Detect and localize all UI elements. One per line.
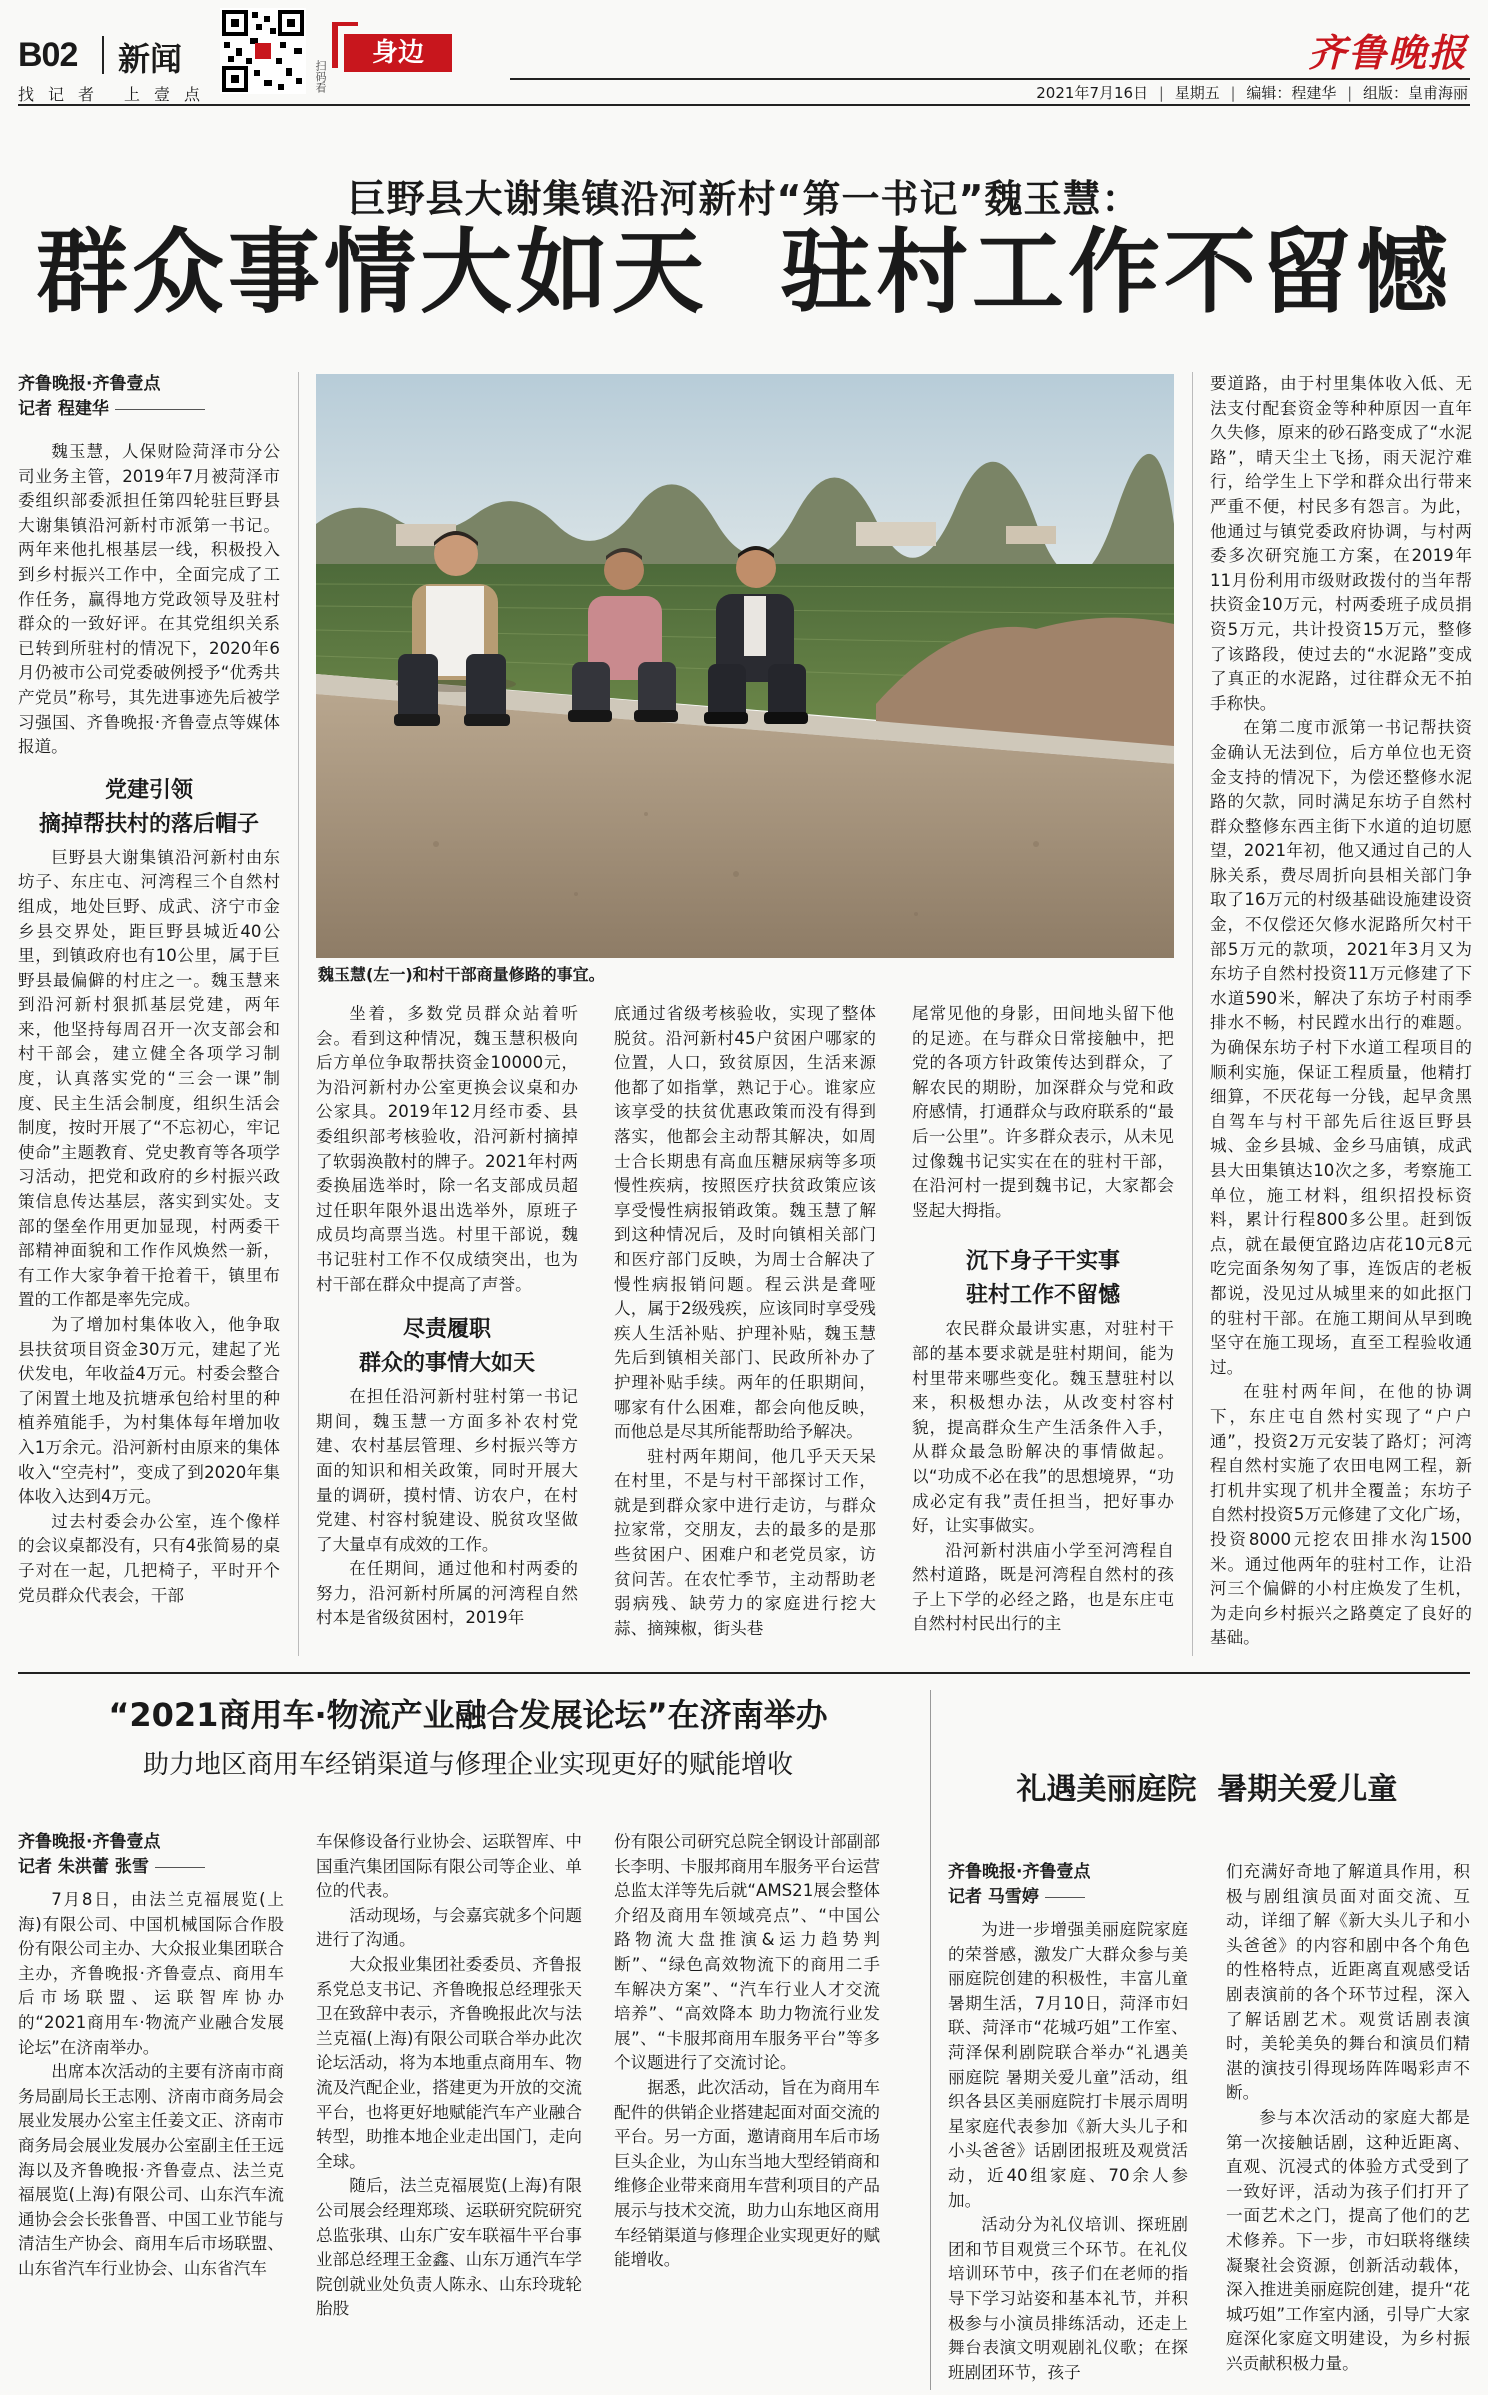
paragraph: 车保修设备行业协会、运联智库、中国重汽集团国际有限公司等企业、单位的代表。: [316, 1832, 582, 1901]
forum-column-1: [18, 1888, 284, 2282]
qr-code-icon[interactable]: [220, 8, 306, 94]
main-headline: 群众事情大如天 驻村工作不留憾: [35, 219, 1453, 326]
main-column-3: [614, 1002, 876, 1641]
paragraph: 要道路，由于村里集体收入低、无法支付配套资金等种种原因一直年久失修，原来的砂石路变成了“水泥路”，晴天尘土飞扬，雨天泥泞难行，给学生上下学和群众出行带来严重不便，村民多有怨言。为此，他通过与镇党委政府协调，与村两委多次研究施工方案，在2019年11月份利用市级财政拨付的当年帮扶资金10万元，村两委班子成员捐资5万元，共计投资15万元，整修了该路段，使过去的“水泥路”变成了真正的水泥路，过往群众无不拍手称快。: [1210, 374, 1472, 713]
paragraph: 7月8日，由法兰克福展览(上海)有限公司、中国机械国际合作股份有限公司主办、大众报业集团联合主办，齐鲁晚报·齐鲁壹点、商用车后市场联盟、运联智库协办的“2021商用车·物流产业融合发展论坛”在济南举办。: [18, 1890, 284, 2057]
paragraph: 活动现场，与会嘉宾就多个问题进行了沟通。: [316, 1905, 582, 1950]
garden-column-2: [1226, 1860, 1470, 2376]
column-tag: [332, 22, 490, 72]
subhead-line: 沉下身子干实事: [965, 1249, 1120, 1275]
paragraph: 大众报业集团社委委员、齐鲁报系党总支书记、齐鲁晚报总经理张天卫在致辞中表示，齐鲁晚报此次与法兰克福(上海)有限公司联合举办此次论坛活动，将为本地重点商用车、物流及汽配企业，搭建更为开放的交流平台，也将更好地赋能汽车产业融合转型，助推本地企业走出国门，走向全球。: [316, 1954, 582, 2171]
news-photo: [316, 374, 1174, 958]
main-column-5: [1210, 372, 1472, 1651]
paragraph: 为了增加村集体收入，他争取县扶贫项目资金30万元，建起了光伏发电，年收益4万元。村委会整合了闲置土地及抗塘承包给村里的种植养殖能手，为村集体每年增加收入1万余元。沿河新村由原来的集体收入“空壳村”，变成了到2020年集体收入达到4万元。: [18, 1315, 280, 1507]
section-name: 新闻: [118, 40, 183, 78]
main-column-2: [316, 1002, 578, 1631]
paragraph: 在任期间，通过他和村两委的努力，沿河新村所属的河湾程自然村本是省级贫困村，2019年: [316, 1559, 578, 1628]
slogan-right: 上壹点: [124, 85, 215, 104]
paragraph: 驻村两年期间，他几乎天天呆在村里，不是与村干部探讨工作，就是到群众家中进行走访，与群众拉家常，交朋友，去的最多的是那些贫困户、困难户和老党员家，访贫问苦。在农忙季节，主动帮助老弱病残、缺劳力的家庭进行挖大蒜、摘辣椒，街头巷: [614, 1446, 876, 1638]
paragraph: 农民群众最讲实惠，对驻村干部的基本要求就是驻村期间，能为村里带来哪些变化。魏玉慧驻村以来，积极想办法，从改变村容村貌，提高群众生产生活条件入手，从群众最急盼解决的事情做起。以“功成不必在我”的思想境界，“功成必定有我”责任担当，把好事办好，让实事做实。: [912, 1319, 1174, 1536]
designer-credit: 组版：皇甫海丽: [1362, 84, 1468, 102]
paragraph: 为进一步增强美丽庭院家庭的荣誉感，激发广大群众参与美丽庭院创建的积极性，丰富儿童暑期生活，7月10日，菏泽市妇联、菏泽市“花城巧姐”工作室、菏泽保利剧院联合举办“礼遇美丽庭院 暑期关爱儿童”活动，组织各县区美丽庭院打卡展示周明星家庭代表参加《新大头儿子和小头爸爸》话剧团报班及观赏活动，近40组家庭、70余人参加。: [948, 1920, 1188, 2210]
paragraph: 过去村委会办公室，连个像样的会议桌都没有，只有4张简易的桌子对在一起，几把椅子，平时开个党员群众代表会，干部: [18, 1511, 280, 1605]
paragraph: 据悉，此次活动，旨在为商用车配件的供销企业搭建起面对面交流的平台。另一方面，邀请商用车后市场巨头企业，为山东当地大型经销商和维修企业带来商用车营利项目的产品展示与技术交流，助力山东地区商用车经销渠道与修理企业实现更好的赋能增收。: [614, 2077, 880, 2270]
column-tag-box: [344, 34, 452, 72]
paragraph: 出席本次活动的主要有济南市商务局副局长王志刚、济南市商务局会展业发展办公室主任姜文正、济南市商务局会展业发展办公室副主任王远海以及齐鲁晚报·齐鲁壹点、法兰克福展览(上海)有限公司、山东汽车流通协会会长张鲁晋、中国工业节能与清洁生产协会、商用车后市场联盟、山东省汽车行业协会、山东省汽车: [18, 2062, 284, 2278]
date-line: 2021年7月16日 | 星期五 | 编辑：程建华 | 组版：皇甫海丽: [1036, 84, 1468, 102]
paragraph: 随后，法兰克福展览(上海)有限公司展会经理郑琰、运联研究院研究总监张琪、山东广安车联福牛平台事业部总经理王金鑫、山东万通汽车学院创就业处负责人陈永、山东玲珑轮胎股: [316, 2176, 582, 2319]
garden-reporter: 记者 马雪婷: [948, 1887, 1039, 1907]
subhead-line: 驻村工作不留憾: [965, 1283, 1120, 1309]
paragraph: 份有限公司研究总院全钢设计部副部长李明、卡服邦商用车服务平台运营总监太洋等先后就“AMS21展会整体介绍及商用车领域亮点”、“中国公路物流大盘推演&运力趋势判断”、“绿色高效物流下的商用二手车解决方案”、“汽车行业人才交流培养”、“高效降本 助力物流行业发展”、“卡服邦商用车服务平台”等多个议题进行了交流讨论。: [614, 1832, 880, 2073]
subhead-line: 摘掉帮扶村的落后帽子: [38, 811, 259, 837]
main-reporter: 记者 程建华: [18, 399, 109, 419]
garden-column-1: [948, 1918, 1188, 2385]
paragraph: 参与本次活动的家庭大都是第一次接触话剧，这种近距离、直观、沉浸式的体验方式受到了一致好评，活动为孩子们打开了一面艺术之门，提高了他们的艺术修养。下一步，市妇联将继续凝聚社会资源，创新活动载体，深入推进美丽庭院创建，提升“花城巧姐”工作室内涵，引导广大家庭深化家庭文明建设，为乡村振兴贡献积极力量。: [1226, 2107, 1470, 2373]
paragraph: 们充满好奇地了解道具作用，积极与剧组演员面对面交流、互动，详细了解《新大头儿子和小头爸爸》的内容和剧中各个角色的性格特点，近距离直观感受话剧表演前的各个环节过程，深入了解话剧艺术。观赏话剧表演时，美轮美奂的舞台和演员们精湛的演技引得现场阵阵喝彩声不断。: [1226, 1862, 1470, 2103]
main-column-1: [18, 440, 280, 1608]
paragraph: 沿河新村洪庙小学至河湾程自然村道路，既是河湾程自然村的孩子上下学的必经之路，也是东庄屯自然村村民出行的主: [912, 1540, 1174, 1634]
paragraph: 魏玉慧，人保财险菏泽市分公司业务主管，2019年7月被菏泽市委组织部委派担任第四轮驻巨野县大谢集镇沿河新村市派第一书记。两年来他扎根基层一线，积极投入到乡村振兴工作中，全面完成了工作任务，赢得地方党政领导及驻村群众的一致好评。在其党组织关系已转到所驻村的情况下，2020年6月仍被市公司党委破例授予“优秀共产党员”称号，其先进事迹先后被学习强国、齐鲁晚报·齐鲁壹点等媒体报道。: [18, 442, 280, 757]
garden-headline: 礼遇美丽庭院 暑期关爱儿童: [1016, 1772, 1398, 1807]
subhead-line: 党建引领: [104, 777, 193, 803]
main-byline: [18, 372, 298, 422]
issue-date: 2021年7月16日: [1036, 84, 1149, 102]
paragraph: 在驻村两年间，在他的协调下，东庄屯自然村实现了“户户通”，投资2万元安装了路灯；河湾程自然村实施了农田电网工程，新打机井实现了机井全覆盖；东坊子自然村投资5万元修建了文化广场，投资8000元挖农田排水沟1500米。通过他两年的驻村工作，让沿河三个偏僻的小村庄焕发了生机，为走向乡村振兴之路奠定了良好的基础。: [1210, 1382, 1472, 1648]
main-kicker: 巨野县大谢集镇沿河新村“第一书记”魏玉慧：: [347, 177, 1141, 221]
qr-caption: 扫码看: [314, 60, 327, 93]
paragraph: 活动分为礼仪培训、探班剧团和节目观赏三个环节。在礼仪培训环节中，孩子们在老师的指导下学习站姿和基本礼节，并积极参与小演员排练活动，还走上舞台表演文明观剧礼仪歌；在探班剧团环节，孩子: [948, 2215, 1188, 2382]
paragraph: 在担任沿河新村驻村第一书记期间，魏玉慧一方面多补农村党建、农村基层管理、乡村振兴等方面的知识和相关政策，同时开展大量的调研，摸村情、访农户，在村党建、村容村貌建设、脱贫攻坚做了大量卓有成效的工作。: [316, 1387, 578, 1554]
subhead-line: 尽责履职: [402, 1317, 491, 1343]
forum-source: 齐鲁晚报·齐鲁壹点: [18, 1832, 161, 1852]
garden-source: 齐鲁晚报·齐鲁壹点: [948, 1862, 1091, 1882]
forum-byline: [18, 1830, 298, 1880]
issue-weekday: 星期五: [1174, 84, 1220, 102]
forum-headline: “2021商用车·物流产业融合发展论坛”在济南举办: [108, 1696, 828, 1734]
page-number: B02: [18, 36, 78, 74]
garden-byline: [948, 1860, 1168, 1910]
photo-caption: 魏玉慧(左一)和村干部商量修路的事宜。: [318, 965, 605, 984]
main-column-4: [912, 1002, 1174, 1637]
paragraph: 坐着，多数党员群众站着听会。看到这种情况，魏玉慧积极向后方单位争取帮扶资金10000元，为沿河新村办公室更换会议桌和办公家具。2019年12月经市委、县委组织部考核验收，沿河新村摘掉了软弱涣散村的牌子。2021年村两委换届选举时，除一名支部成员超过任职年限外退出选举外，原班子成员均高票当选。村里干部说，魏书记驻村工作不仅成绩突出，也为村干部在群众中提高了声誉。: [316, 1004, 578, 1294]
editor-credit: 编辑：程建华: [1246, 84, 1337, 102]
slogan-left: 找记者: [18, 85, 109, 104]
subhead-line: 群众的事情大如天: [358, 1351, 535, 1377]
brand-logo: 齐鲁晚报: [1307, 30, 1468, 75]
forum-column-2: [316, 1830, 582, 2322]
paragraph: 底通过省级考核验收，实现了整体脱贫。沿河新村45户贫困户哪家的位置，人口，致贫原因，生活来源他都了如指掌，熟记于心。谁家应该享受的扶贫优惠政策而没有得到落实，他都会主动帮其解决，如周士合长期患有高血压糖尿病等多项慢性疾病，按照医疗扶贫政策应该享受慢性病报销政策。魏玉慧了解到这种情况后，及时向镇相关部门和医疗部门反映，为周士合解决了慢性病报销问题。程云洪是聋哑人，属于2级残疾，应该同时享受残疾人生活补贴、护理补贴，魏玉慧先后到镇相关部门、民政所补办了护理补贴手续。两年的任职期间，哪家有什么困难，都会向他反映，而他总是尽其所能帮助给予解决。: [614, 1004, 876, 1442]
column-tag-label: 身边: [371, 38, 424, 68]
paragraph: 尾常见他的身影，田间地头留下他的足迹。在与群众日常接触中，把党的各项方针政策传达到群众，了解农民的期盼，加深群众与党和政府感情，打通群众与政府联系的“最后一公里”。许多群众表示，从未见过像魏书记实实在在的驻村干部，在沿河村一提到魏书记，大家都会竖起大拇指。: [912, 1004, 1174, 1220]
masthead: [0, 0, 1488, 110]
forum-column-3: [614, 1830, 880, 2273]
forum-reporter: 记者 朱洪蕾 张雪: [18, 1857, 149, 1877]
forum-subhead: 助力地区商用车经销渠道与修理企业实现更好的赋能增收: [142, 1750, 793, 1780]
main-source: 齐鲁晚报·齐鲁壹点: [18, 374, 161, 394]
paragraph: 在第二度市派第一书记帮扶资金确认无法到位，后方单位也无资金支持的情况下，为偿还整修水泥路的欠款，同时满足东坊子自然村群众整修东西主街下水道的迫切愿望，2021年初，他又通过自己的人脉关系，费尽周折向县相关部门争取了16万元的村级基础设施建设资金，不仅偿还欠修水泥路所欠村干部5万元的款项，2021年3月又为东坊子自然村投资11万元修建了下水道590米，解决了东坊子村雨季排水不畅，村民蹚水出行的难题。为确保东坊子村下水道工程项目的顺利实施，保证工程质量，他精打细算，不厌花每一分钱，起早贪黑自驾车与村干部先后往返巨野县城、金乡县城、金乡马庙镇，成武县大田集镇达10次之多，考察施工单位，施工材料，组织招投标资料，累计行程800多公里。赶到饭点，就在最便宜路边店花10元8元吃完面条匆匆了事，连饭店的老板都说，没见过从城里来的如此抠门的驻村干部。在施工期间从早到晚坚守在施工现场，直至工程验收通过。: [1210, 718, 1472, 1377]
paragraph: 巨野县大谢集镇沿河新村由东坊子、东庄屯、河湾程三个自然村组成，地处巨野、成武、济宁市金乡县交界处，距巨野县城近40公里，到镇政府也有10公里，属于巨野县最偏僻的村庄之一。魏玉慧来到沿河新村狠抓基层党建，两年来，他坚持每周召开一次支部会和村干部会，建立健全各项学习制度，认真落实党的“三会一课”制度、民主生活会制度，组织生活会制度，按时开展了“不忘初心，牢记使命”主题教育、党史教育等各项学习活动，把党和政府的乡村振兴政策信息传达基层，落实到实处。支部的堡垒作用更加显现，村两委干部精神面貌和工作作风焕然一新，有工作大家争着干抢着干，镇里布置的工作都是率先完成。: [18, 847, 280, 1310]
